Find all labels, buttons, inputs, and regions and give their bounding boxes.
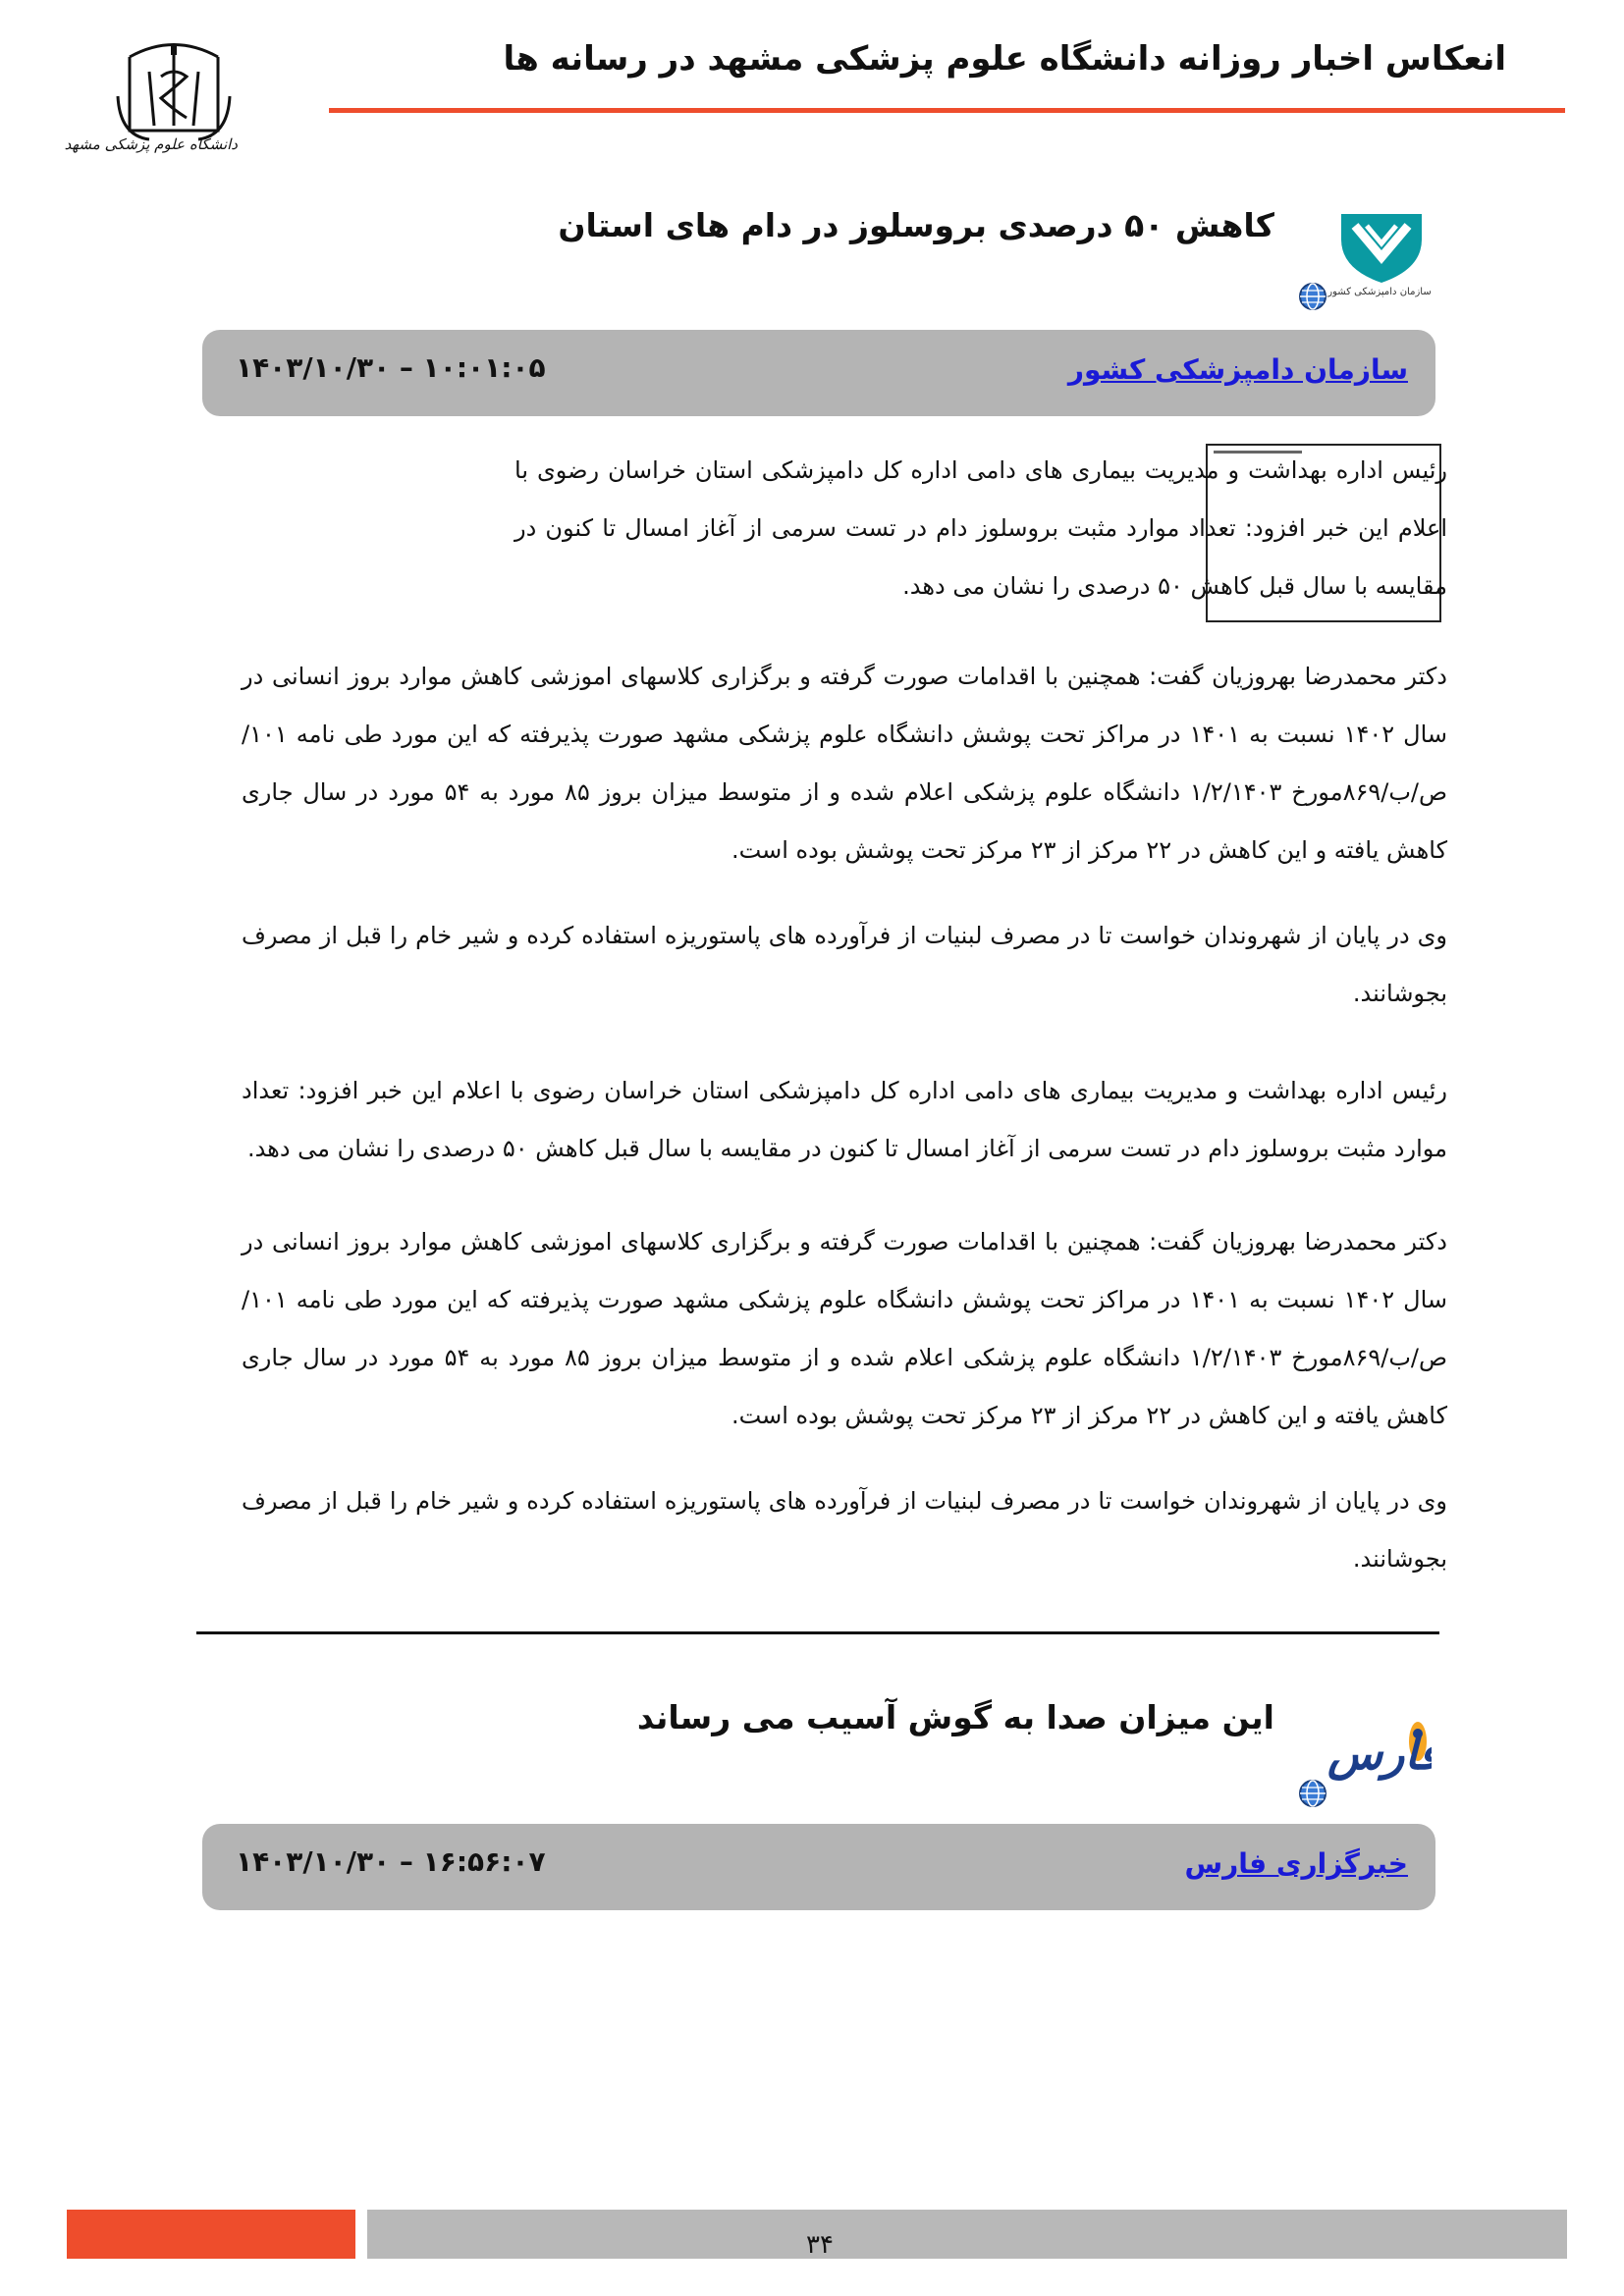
source-link-2[interactable]: خبرگزاری فارس bbox=[1184, 1847, 1408, 1880]
news-divider bbox=[196, 1631, 1439, 1634]
footer-bar bbox=[367, 2210, 1567, 2259]
footer-accent-bar bbox=[67, 2210, 355, 2259]
news-meta-bar-1 bbox=[202, 330, 1435, 416]
news-meta-bar-2 bbox=[202, 1824, 1435, 1910]
news-date-1: ۱۴۰۳/۱۰/۳۰ – ۱۰:۰۱:۰۵ bbox=[236, 351, 546, 384]
page-number: ۳۴ bbox=[806, 2230, 834, 2260]
news-paragraph: رئیس اداره بهداشت و مدیریت بیماری های دامی اداره کل دامپزشکی استان خراسان رضوی با اعلام این خبر افزود: تعداد موارد مثبت بروسلوز دام در تست سرمی از آغاز امسال تا کنون در مقایسه با سال قبل کاهش ۵۰ درصدی را نشان می دهد. bbox=[514, 456, 1447, 600]
news-title-2[interactable]: این میزان صدا به گوش آسیب می رساند bbox=[636, 1698, 1274, 1736]
fars-logo bbox=[1324, 1710, 1432, 1787]
source-link-1[interactable]: سازمان دامپزشکی کشور bbox=[1067, 353, 1408, 386]
news-paragraph: رئیس اداره بهداشت و مدیریت بیماری های دامی اداره کل دامپزشکی استان خراسان رضوی با اعلام این خبر افزود: تعداد موارد مثبت بروسلوز دام در تست سرمی از آغاز امسال تا کنون در مقایسه با سال قبل کاهش ۵۰ درصدی را نشان می دهد. bbox=[242, 1077, 1447, 1162]
news-paragraph: دکتر محمدرضا بهروزیان گفت: همچنین با اقدامات صورت گرفته و برگزاری کلاسهای اموزشی کاهش موارد بروز انسانی در سال ۱۴۰۲ نسبت به ۱۴۰۱ در مراکز تحت پوشش دانشگاه علوم پزشکی مشهد صورت پذیرفته که این مورد طی نامه ۱۰۱/ص/ب/۸۶۹مورخ ۱/۲/۱۴۰۳ دانشگاه علوم پزشکی اعلام شده و از متوسط میزان بروز ۸۵ مورد به ۵۴ مورد در سال جاری کاهش یافته و این کاهش در ۲۲ مرکز از ۲۳ مرکز تحت پوشش بوده است. bbox=[242, 663, 1448, 864]
vet-org-logo-caption: سازمان دامپزشکی کشور bbox=[1327, 287, 1432, 297]
news-paragraph: وی در پایان از شهروندان خواست تا در مصرف لبنیات از فرآورده های پاستوریزه استفاده کرده و شیر خام را قبل از مصرف بجوشانند. bbox=[242, 922, 1447, 1007]
header-divider bbox=[329, 108, 1565, 113]
news-paragraph: دکتر محمدرضا بهروزیان گفت: همچنین با اقدامات صورت گرفته و برگزاری کلاسهای اموزشی کاهش موارد بروز انسانی در سال ۱۴۰۲ نسبت به ۱۴۰۱ در مراکز تحت پوشش دانشگاه علوم پزشکی مشهد صورت پذیرفته که این مورد طی نامه ۱۰۱/ص/ب/۸۶۹مورخ ۱/۲/۱۴۰۳ دانشگاه علوم پزشکی اعلام شده و از متوسط میزان بروز ۸۵ مورد به ۵۴ مورد در سال جاری کاهش یافته و این کاهش در ۲۲ مرکز از ۲۳ مرکز تحت پوشش بوده است. bbox=[242, 1228, 1448, 1429]
logo-caption: دانشگاه علوم پزشکی مشهد bbox=[64, 135, 238, 153]
fars-logo-caption: فارس bbox=[1327, 1727, 1432, 1780]
news-title-1[interactable]: کاهش ۵۰ درصدی بروسلوز در دام های استان bbox=[558, 206, 1274, 244]
report-title: انعکاس اخبار روزانه دانشگاه علوم پزشکی مشهد در رسانه ها bbox=[503, 39, 1506, 79]
globe-icon[interactable] bbox=[1298, 1779, 1327, 1808]
vet-org-logo bbox=[1337, 210, 1426, 287]
news-paragraph: وی در پایان از شهروندان خواست تا در مصرف لبنیات از فرآورده های پاستوریزه استفاده کرده و شیر خام را قبل از مصرف بجوشانند. bbox=[242, 1487, 1447, 1573]
globe-icon[interactable] bbox=[1298, 282, 1327, 311]
news-date-2: ۱۴۰۳/۱۰/۳۰ – ۱۶:۵۶:۰۷ bbox=[236, 1845, 546, 1878]
